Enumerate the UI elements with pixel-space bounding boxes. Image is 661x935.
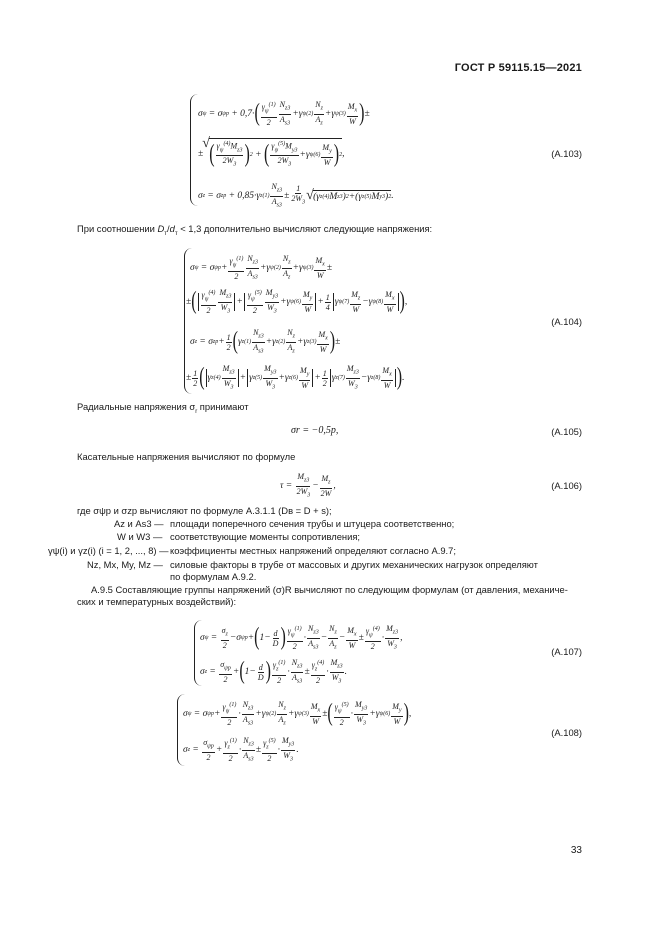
equation-number: (А.108) [551,727,582,738]
formula-a107 [192,618,462,688]
text-fragment: D [157,223,165,234]
formula-line: σ ψ = σ ψp + $\frac{\gamma_\psi^{(1)}}{2}$ $\frac{N_{z3}}{A_{s3}}$ +γ ψ (2) $\frac{N_z}{A_z}$ +γ ψ (3) $\frac{M_x}{W}$ ± [190,254,333,281]
where-line: где σψp и σzp вычисляют по формуле А.3.1.1 (Dв = D + s); [77,505,332,516]
where-text: коэффициенты местных напряжений определяют согласно А.9.7; [170,545,456,556]
formula-a105: σr = −0,5p, [291,425,339,436]
formula-line: ± ( $\frac{\gamma_\psi^{(4)}}{2}$ $\frac{M_{z3}}{W_3}$ + $\frac{\gamma_\psi^{(5)}}{2}$ $\frac{M_{y3}}{W_3}$ +γ ψ (6) $\frac{M_y}{W}$ + $\frac{1}{4}$ γ ψ (7) $\frac{M_z}{W}$ −γ ψ (8) $\frac{M_x}{W}$ ) , [186,287,408,315]
text-fragment: d [169,223,175,234]
page-number: 33 [570,845,582,856]
where-symbol: γψ(i) и γz(i) (i = 1, 2, ..., 8) — [48,545,169,556]
where-text: соответствующие моменты сопротивления; [170,531,361,542]
text-fragment: r [195,408,198,415]
tangential-paragraph: Касательные напряжения вычисляют по формуле [77,451,296,462]
where-symbol: Nz, Mx, My, Mz — [87,559,163,570]
equation-number: (А.104) [551,316,582,327]
formula-line: σ z = σ zp + 0,85·γ z (1) $\frac{N_{z3}}{A_{s3}}$ ± $\frac{1}{2W_3}$ √ (γ z (4) M z3 ) 2 +(γ z (5) M y3 ) 2 . [198,182,394,210]
equation-number: (А.105) [551,426,582,437]
formula-a104 [182,246,472,396]
formula-line: σ z = $\frac{\sigma_{\psi p}}{2}$ + $\frac{\gamma_z^{(1)}}{2}$ · $\frac{N_{z3}}{A_{s3}}$ ± $\frac{\gamma_z^{(5)}}{2}$ · $\frac{M_{y3}}{W_3}$ . [183,736,299,763]
formula-a103 [188,92,488,210]
document-header: ГОСТ Р 59115.15—2021 [454,62,582,74]
formula-line: σ z = σ zp + $\frac{1}{2}$ ( γ z (1) $\frac{N_{z3}}{A_{s3}}$ +γ z (2) $\frac{N_z}{A_z}$ +γ z (3) $\frac{M_x}{W}$ ) ± [190,327,341,355]
a95-line-2: ских и температурных воздействий): [77,596,237,607]
text-fragment: т [164,230,168,237]
formula-line: ± $\frac{1}{2}$ ( γ z (4) $\frac{M_{z3}}{W_3}$ + γ z (5) $\frac{M_{y3}}{W_3}$ +γ z (6) $\frac{M_y}{W}$ + $\frac{1}{2}$ γ z (7) $\frac{M_{z3}}{W_3}$ −γ z (8) $\frac{M_x}{W}$ ) . [186,363,405,391]
formula-line: τ = $\frac{M_{z3}}{2W_3}$ − $\frac{M_z}{2W}$ , [280,472,336,499]
where-text: площади поперечного сечения трубы и штуцера соответственно; [170,518,455,529]
formula-line: σ ψ = $\frac{\sigma_z}{2}$ −σ ψp + ( 1− $\frac{d}{D}$ ) $\frac{\gamma_\psi^{(1)}}{2}$ · $\frac{N_{z3}}{A_{s3}}$ − $\frac{N_z}{A_z}$ − $\frac{M_x}{W}$ ± $\frac{\gamma_\psi^{(4)}}{2}$ · $\frac{M_{z3}}{W_3}$ , [200,623,403,651]
condition-paragraph [77,223,432,240]
formula-line: σ ψ = σ ψp + 0,7· ( $\frac{\gamma_\psi^{(1)}}{2}$ $\frac{N_{z3}}{A_{s3}}$ +γ ψ (2) $\frac{N_z}{A_z}$ +γ ψ (3) $\frac{M_x}{W}$ ) ± [198,99,370,127]
where-text: по формулам А.9.2. [170,571,257,582]
formula-line: ± √ ( $\frac{\gamma_\psi^{(4)}M_{z3}}{2W_3}$ ) 2 + ( $\frac{\gamma_\psi^{(5)}M_{y3}}{2W_3}$ +γ ψ (6) $\frac{M_y}{W}$ ) 2 , [198,138,344,170]
formula-a108 [175,692,465,768]
formula-line: σ z = $\frac{\sigma_{\psi p}}{2}$ + ( 1− $\frac{d}{D}$ ) $\frac{\gamma_z^{(1)}}{2}$ · $\frac{N_{z3}}{A_{s3}}$ ± $\frac{\gamma_z^{(4)}}{2}$ · $\frac{M_{z3}}{W_3}$ . [200,657,347,685]
where-symbol: Az и As3 — [114,518,164,529]
equation-number: (А.103) [551,148,582,159]
equation-number: (А.106) [551,480,582,491]
text-fragment: При соотношении [77,223,158,234]
text-fragment: < 1,3 дополнительно вычисляют следующие напряжения: [177,223,433,234]
text-fragment: т [174,230,178,237]
formula-a106 [280,468,400,502]
formula-line: σ ψ = σ ψp + $\frac{\gamma_\psi^{(1)}}{2}$ · $\frac{N_{z3}}{A_{s3}}$ +γ ψ (2) $\frac{N_z}{A_z}$ +γ ψ (3) $\frac{M_x}{W}$ ± ( $\frac{\gamma_\psi^{(5)}}{2}$ · $\frac{M_{y3}}{W_3}$ +γ ψ (6) $\frac{M_y}{W}$ ) , [183,699,412,727]
a95-line-1: А.9.5 Составляющие группы напряжений (σ)R вычисляют по следующим формулам (от давления, механиче- [91,584,568,595]
text-fragment: / [167,223,170,234]
equation-number: (А.107) [551,646,582,657]
where-symbol: W и W3 — [117,531,163,542]
radial-paragraph [77,401,249,418]
text-fragment: принимают [197,401,249,412]
where-text: силовые факторы в трубе от массовых и других механических нагрузок определяют [170,559,538,570]
text-fragment: Радиальные напряжения σ [77,401,196,412]
